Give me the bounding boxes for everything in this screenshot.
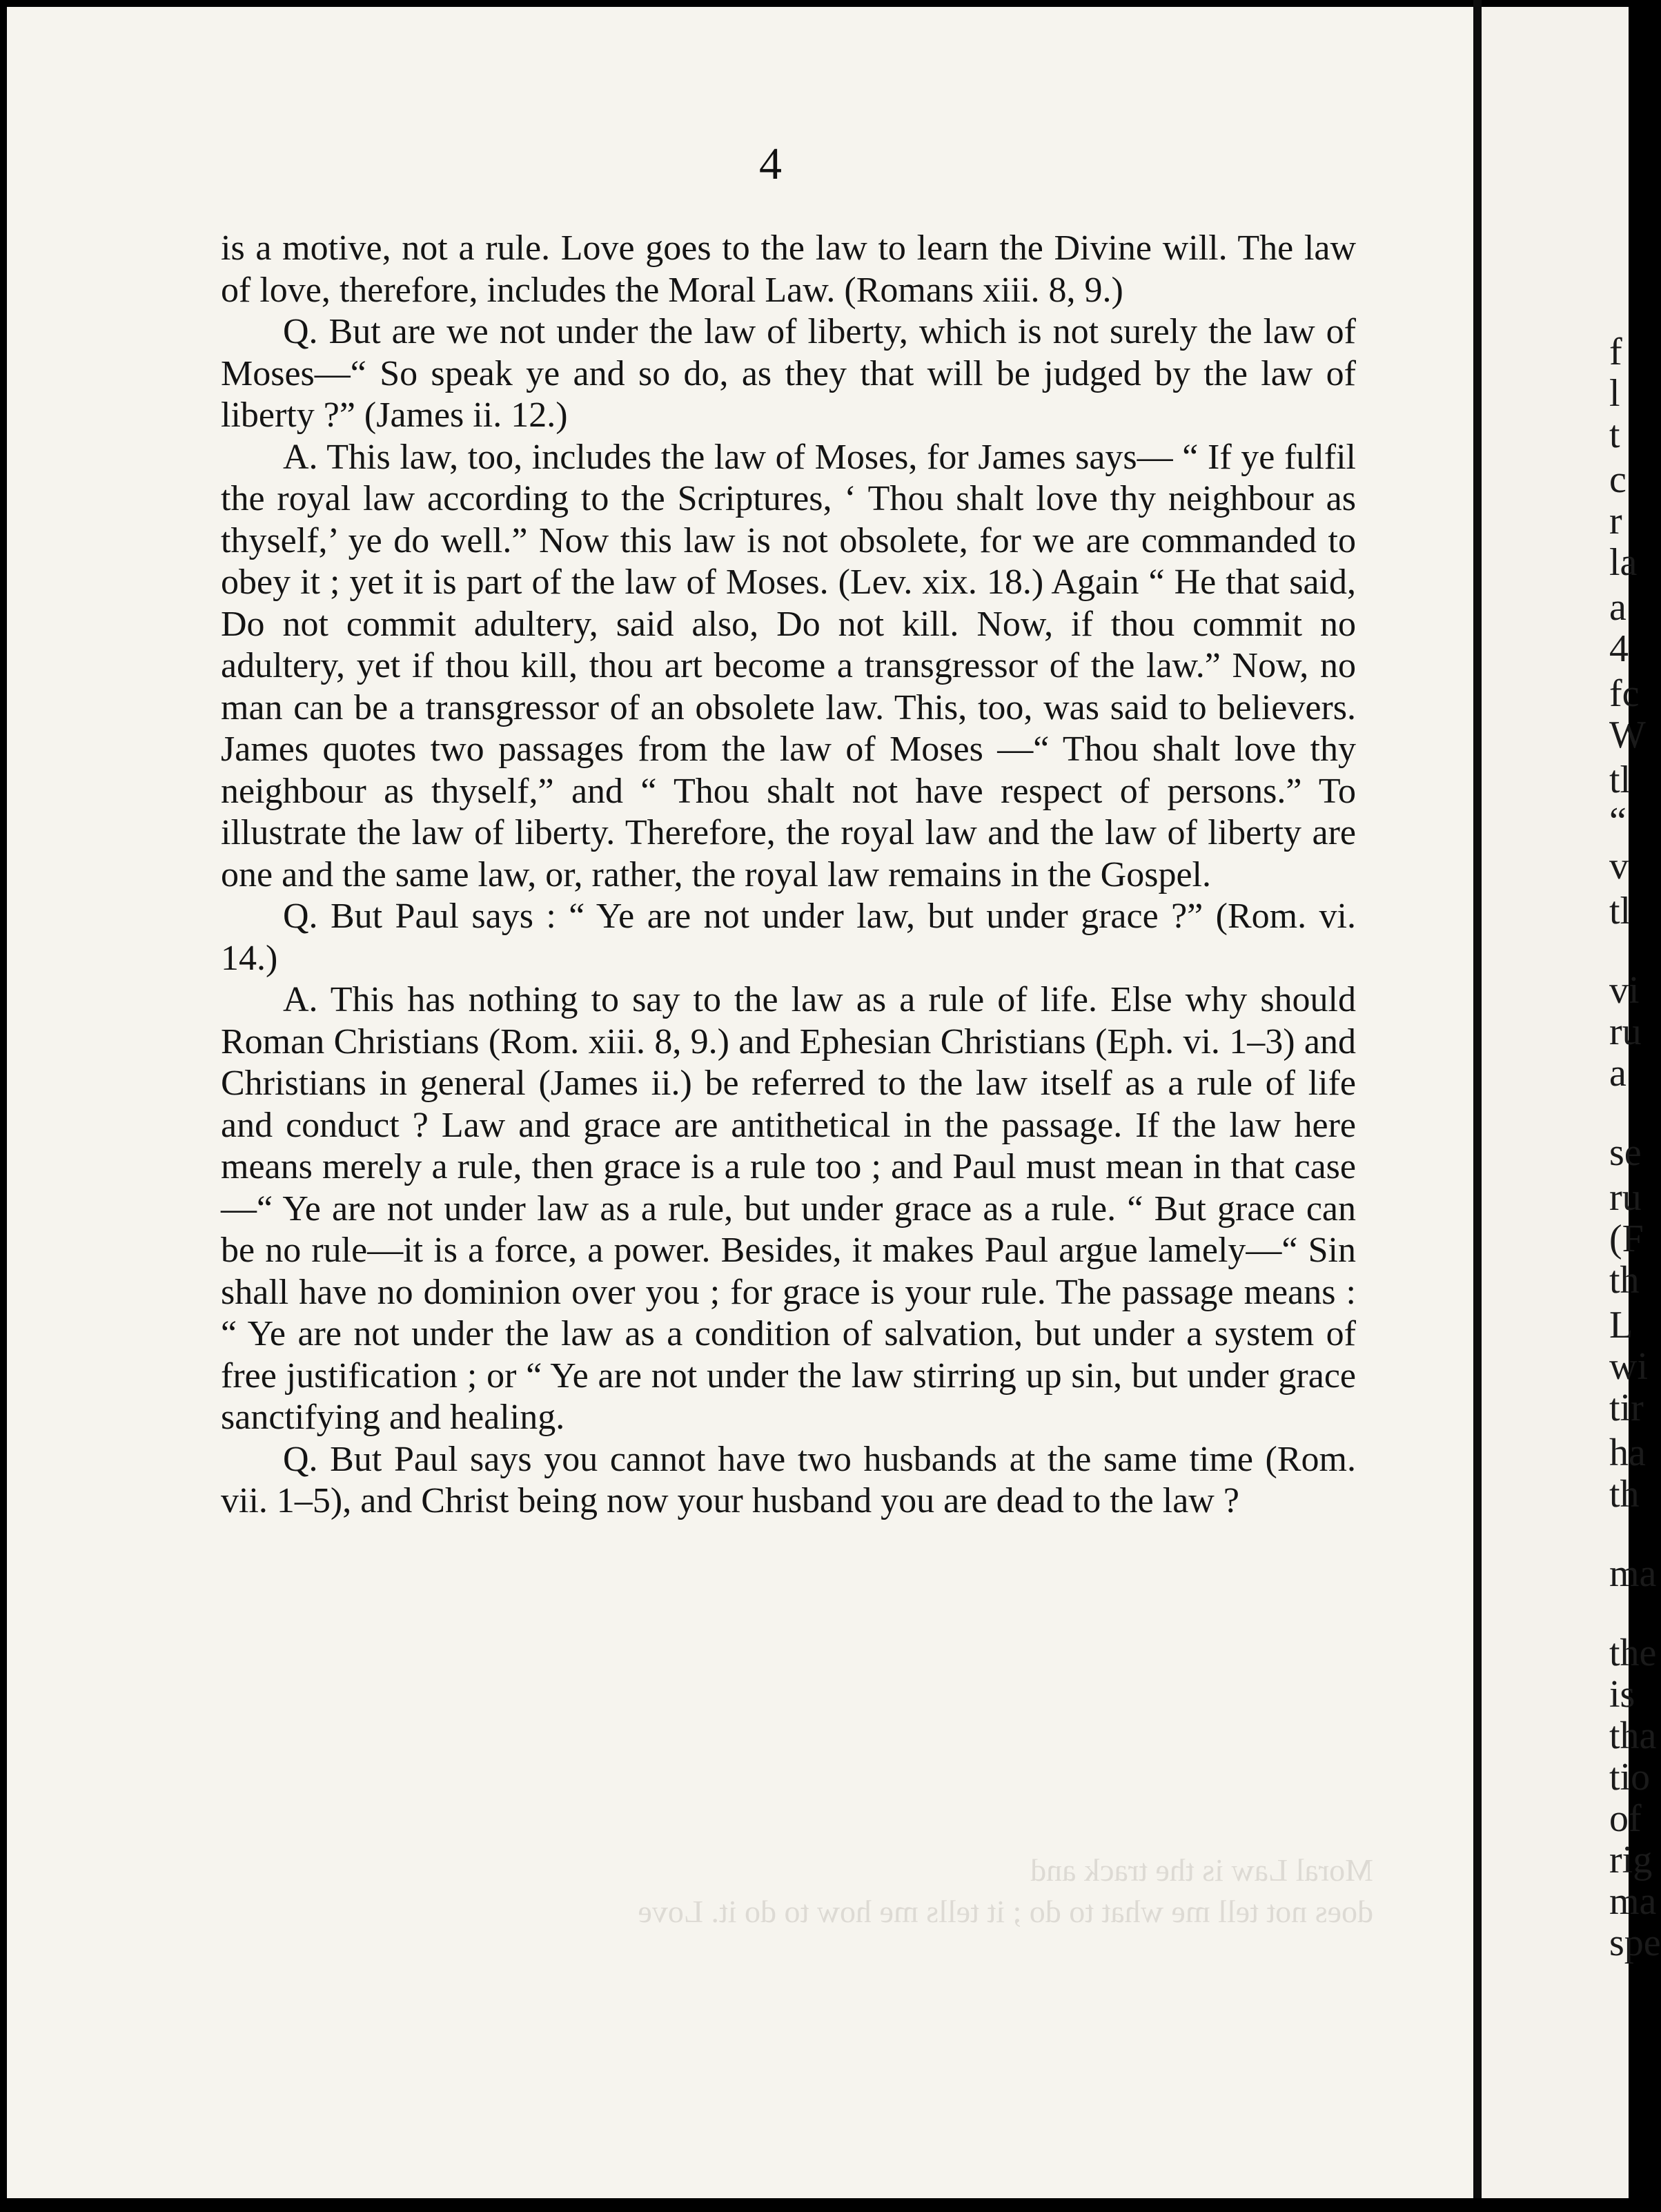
- next-page-fragment: vi: [1609, 969, 1640, 1012]
- next-page-fragment: is: [1609, 1673, 1635, 1716]
- next-page-fragment: the: [1609, 1632, 1657, 1674]
- paragraph-2: Q. But are we not under the law of liberty, which is not surely the law of Moses—“ So speak ye and so do, as they that will be judged by the law of liberty ?” (James ii. 12.): [221, 312, 1356, 435]
- next-page-fragment: fc: [1609, 672, 1640, 715]
- paragraph-4: Q. But Paul says : “ Ye are not under law, but under grace ?” (Rom. vi. 14.): [221, 897, 1356, 978]
- next-page-fragment: “: [1609, 800, 1626, 843]
- next-page-fragment: th: [1609, 1473, 1640, 1516]
- scan-bottom-edge: [0, 2198, 1629, 2212]
- next-page-fragment: L: [1609, 1304, 1633, 1347]
- bleed-line: Moral Law is the track and: [1030, 1852, 1373, 1888]
- next-page-fragment: se: [1609, 1131, 1642, 1174]
- next-page-fragment: a: [1609, 586, 1626, 629]
- next-page-fragment: la: [1609, 541, 1638, 584]
- next-page-fragment: v: [1609, 845, 1629, 888]
- next-page-fragment: W: [1609, 714, 1646, 756]
- paragraph-1: is a motive, not a rule. Love goes to the law to learn the Divine will. The law of love, therefore, includes the Moral Law. (Romans xiii. 8, 9.): [221, 228, 1356, 310]
- next-page-fragment: l: [1609, 372, 1620, 415]
- page-number: 4: [759, 139, 782, 189]
- next-page-fragment: tir: [1609, 1387, 1644, 1429]
- next-page-fragment: tio: [1609, 1756, 1651, 1799]
- next-page-fragment: ru: [1609, 1176, 1642, 1219]
- next-page-fragment: r: [1609, 500, 1622, 542]
- next-page-fragment: rig: [1609, 1839, 1653, 1881]
- next-page-fragment: tl: [1609, 890, 1631, 932]
- next-page-fragment: tha: [1609, 1714, 1657, 1757]
- paragraph-5: A. This has nothing to say to the law as a rule of life. Else why should Roman Christians (Rom. xiii. 8, 9.) and Ephesian Christians (Eph. vi. 1–3) and Christians in general (James ii.) be referred to the law itself as a rule of life and conduct ? Law and grace are antithetical in the passage. If the law here means merely a rule, then grace is a rule too ; and Paul must mean in that case—“ Ye are not under law as a rule, but under grace as a rule. “ But grace can be no rule—it is a force, a power. Besides, it makes Paul argue lamely—“ Sin shall have no dominion over you ; for grace is your rule. The passage means : “ Ye are not under the law as a condition of salvation, but under a system of free justification ; or “ Ye are not under the law stirring up sin, but under grace sanctifying and healing.: [221, 980, 1356, 1437]
- paragraph-6: Q. But Paul says you cannot have two husbands at the same time (Rom. vii. 1–5), and Christ being now your husband you are dead to the law ?: [221, 1439, 1356, 1520]
- next-page-fragment: (F: [1609, 1217, 1644, 1260]
- next-page-fragment: wi: [1609, 1345, 1648, 1388]
- next-page-fragment: f: [1609, 331, 1622, 373]
- scan-left-edge: [0, 0, 7, 2212]
- next-page-fragment: th: [1609, 1259, 1640, 1302]
- next-page-fragment: 4: [1609, 627, 1629, 670]
- page-gutter: [1473, 0, 1482, 2212]
- bleed-line: does not tell me what to do ; it tells me how to do it. Love: [638, 1894, 1373, 1929]
- paragraph-3: A. This law, too, includes the law of Moses, for James says— “ If ye fulfil the royal law according to the Scriptures, ‘ Thou shalt love thy neighbour as thyself,’ ye do well.” Now this law is not obsolete, for we are commanded to obey it ; yet it is part of the law of Moses. (Lev. xix. 18.) Again “ He that said, Do not commit adultery, said also, Do not kill. Now, if thou commit no adultery, yet if thou kill, thou art become a transgressor of the law.” Now, no man can be a transgressor of an obsolete law. This, too, was said to believers. James quotes two passages from the law of Moses —“ Thou shalt love thy neighbour as thyself,” and “ Thou shalt not have respect of persons.” To illustrate the law of liberty. Therefore, the royal law and the law of liberty are one and the same law, or, rather, the royal law remains in the Gospel.: [221, 437, 1356, 894]
- next-page-fragment: of: [1609, 1797, 1642, 1840]
- next-page-fragment: ru: [1609, 1010, 1642, 1053]
- body-text: [221, 228, 1356, 1523]
- next-page-fragment: spe: [1609, 1921, 1661, 1964]
- next-page-fragment: ha: [1609, 1431, 1646, 1474]
- next-page-fragment: c: [1609, 458, 1626, 501]
- next-page-fragment: tl: [1609, 758, 1631, 801]
- next-page-strip: [1482, 7, 1661, 2198]
- next-page-fragment: t: [1609, 413, 1620, 456]
- next-page-fragment: ma: [1609, 1880, 1657, 1923]
- next-page-fragment: a: [1609, 1052, 1626, 1095]
- bleed-through-text: [269, 1850, 1373, 1932]
- next-page-fragment: ma: [1609, 1552, 1657, 1595]
